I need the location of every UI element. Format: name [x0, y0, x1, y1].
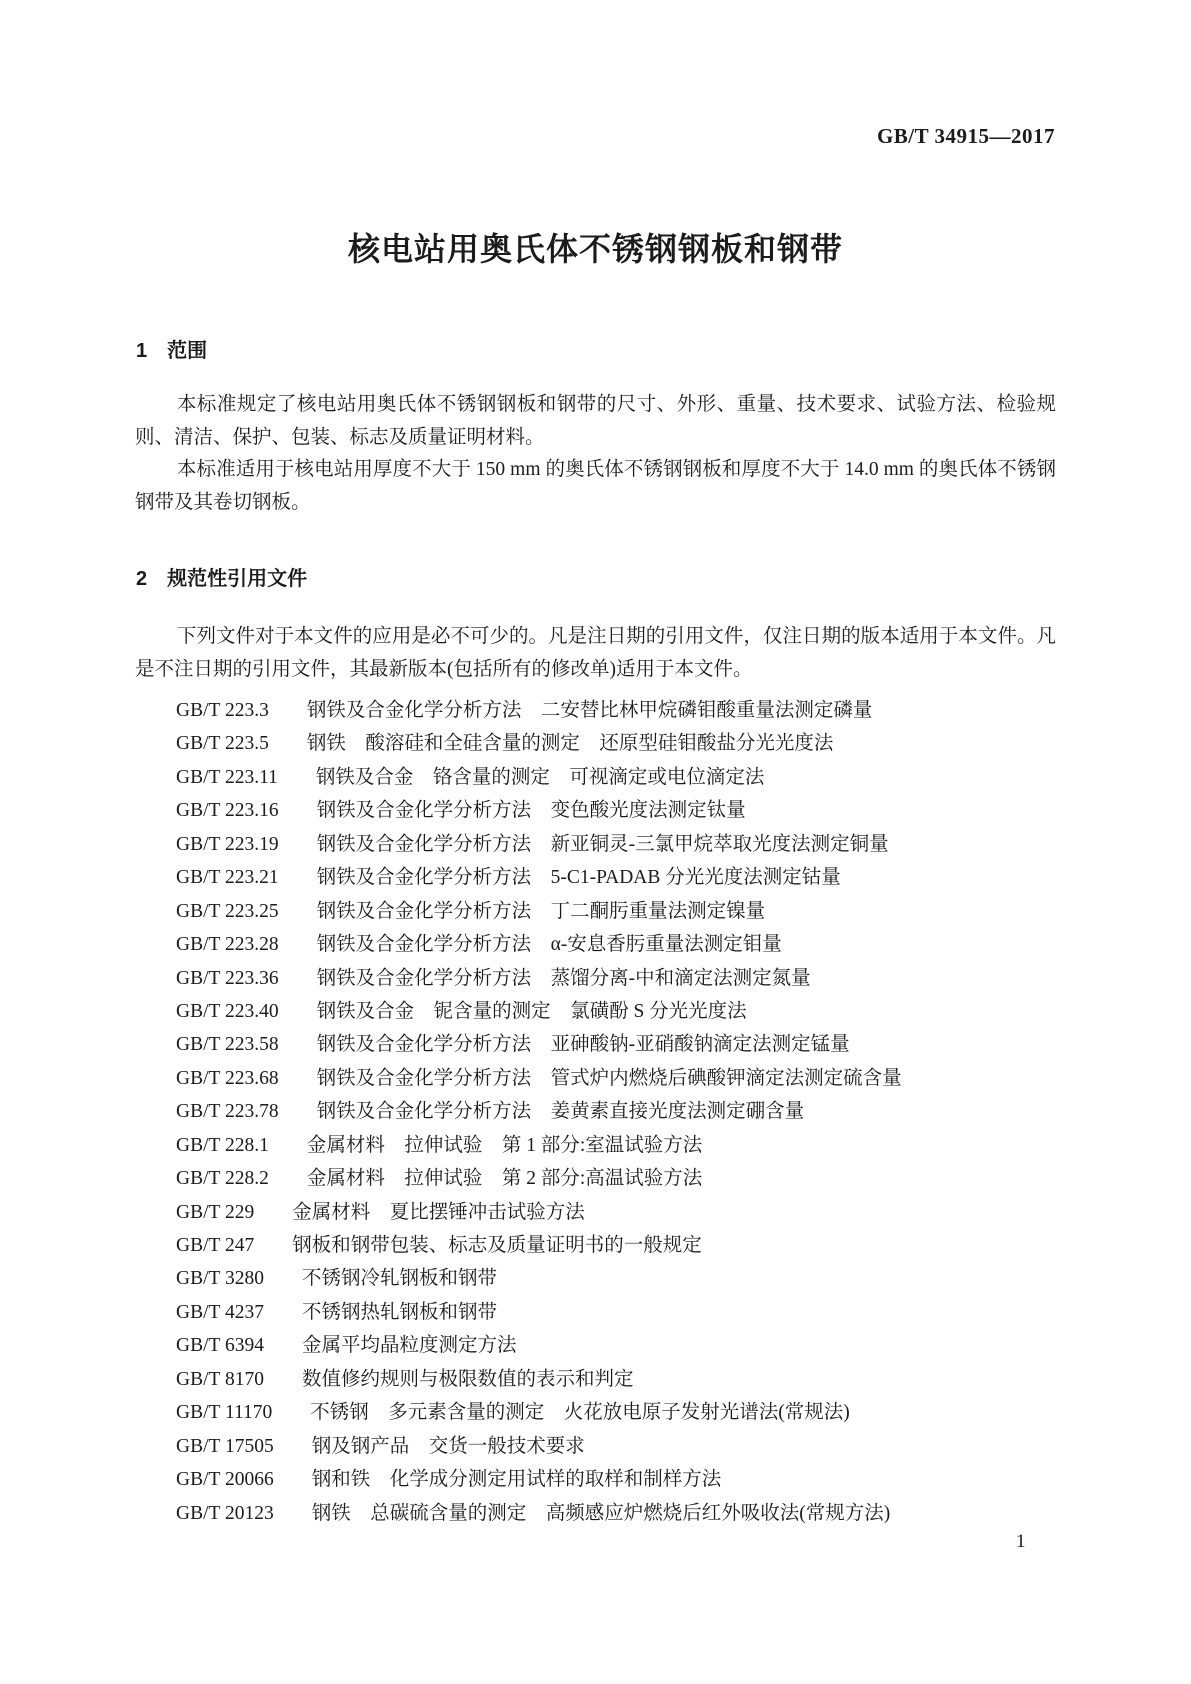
section-title: 规范性引用文件 [167, 568, 308, 590]
reference-title: 钢铁及合金化学分析方法 姜黄素直接光度法测定硼含量 [316, 1101, 805, 1123]
section-number: 2 [136, 568, 148, 590]
reference-title: 不锈钢冷轧钢板和钢带 [301, 1268, 497, 1290]
reference-code: GB/T 247 [176, 1235, 255, 1256]
section-number: 1 [136, 340, 148, 362]
paragraph: 本标准适用于核电站用厚度不大于 150 mm 的奥氏体不锈钢钢板和厚度不大于 14.0 mm 的奥氏体不锈钢钢带及其卷切钢板。 [135, 459, 1056, 513]
reference-title: 钢铁及合金化学分析方法 蒸馏分离-中和滴定法测定氮量 [316, 967, 811, 989]
reference-title: 钢及钢产品 交货一般技术要求 [311, 1435, 585, 1457]
reference-code: GB/T 223.40 [176, 1000, 279, 1022]
reference-code: GB/T 17505 [176, 1435, 274, 1457]
reference-code: GB/T 223.58 [176, 1034, 279, 1056]
reference-code: GB/T 223.11 [176, 766, 278, 788]
reference-code: GB/T 6394 [176, 1335, 264, 1357]
reference-item [135, 928, 1095, 961]
reference-item [135, 1129, 1095, 1162]
reference-title: 金属材料 拉伸试验 第 1 部分:室温试验方法 [306, 1134, 703, 1156]
reference-title: 钢铁及合金 铌含量的测定 氯磺酚 S 分光光度法 [316, 1000, 747, 1022]
reference-code: GB/T 223.21 [176, 867, 279, 889]
reference-title: 钢铁及合金化学分析方法 二安替比林甲烷磷钼酸重量法测定磷量 [306, 700, 873, 721]
reference-title: 不锈钢热轧钢板和钢带 [301, 1301, 497, 1323]
reference-title: 数值修约规则与极限数值的表示和判定 [301, 1368, 634, 1390]
reference-code: GB/T 20123 [176, 1502, 274, 1524]
reference-item [135, 1463, 1095, 1496]
reference-code: GB/T 223.16 [176, 800, 279, 822]
reference-item [135, 861, 1095, 894]
reference-item [135, 794, 1095, 827]
reference-item [135, 1430, 1095, 1463]
reference-item [135, 1296, 1095, 1329]
reference-title: 钢铁及合金 铬含量的测定 可视滴定或电位滴定法 [315, 766, 765, 788]
reference-item [135, 1396, 1095, 1429]
reference-title: 钢铁及合金化学分析方法 丁二酮肟重量法测定镍量 [316, 900, 766, 922]
reference-code: GB/T 223.78 [176, 1101, 279, 1123]
reference-title: 不锈钢 多元素含量的测定 火花放电原子发射光谱法(常规法) [310, 1402, 850, 1424]
reference-code: GB/T 228.1 [176, 1134, 269, 1156]
reference-item [135, 1162, 1095, 1195]
reference-item [135, 1196, 1095, 1229]
reference-item [135, 1062, 1095, 1095]
reference-item [135, 727, 1095, 760]
reference-item [135, 962, 1095, 995]
reference-code: GB/T 223.19 [176, 833, 279, 855]
reference-title: 钢板和钢带包装、标志及质量证明书的一般规定 [292, 1235, 702, 1256]
reference-item [135, 995, 1095, 1028]
reference-title: 金属材料 夏比摆锤冲击试验方法 [292, 1201, 585, 1223]
page-number: 1 [1016, 1531, 1026, 1552]
reference-title: 钢铁及合金化学分析方法 亚砷酸钠-亚硝酸钠滴定法测定锰量 [316, 1034, 850, 1056]
reference-item [135, 1363, 1095, 1396]
reference-title: 钢和铁 化学成分测定用试样的取样和制样方法 [311, 1469, 722, 1491]
reference-code: GB/T 20066 [176, 1469, 274, 1491]
reference-code: GB/T 223.36 [176, 967, 279, 989]
reference-code: GB/T 223.28 [176, 934, 279, 956]
reference-title: 金属材料 拉伸试验 第 2 部分:高温试验方法 [306, 1168, 703, 1190]
reference-code: GB/T 223.3 [176, 700, 269, 721]
section-heading-normative-references [136, 562, 307, 591]
references-intro: 下列文件对于本文件的应用是必不可少的。凡是注日期的引用文件，仅注日期的版本适用于本文件。凡是不注日期的引用文件，其最新版本(包括所有的修改单)适用于本文件。 [135, 626, 1056, 680]
reference-item [135, 1229, 1095, 1262]
reference-item [135, 694, 1095, 727]
reference-item [135, 761, 1095, 794]
reference-title: 钢铁及合金化学分析方法 管式炉内燃烧后碘酸钾滴定法测定硫含量 [316, 1067, 902, 1089]
reference-title: 钢铁 酸溶硅和全硅含量的测定 还原型硅钼酸盐分光光度法 [306, 733, 834, 755]
paragraph: 本标准规定了核电站用奥氏体不锈钢钢板和钢带的尺寸、外形、重量、技术要求、试验方法、检验规则、清洁、保护、包装、标志及质量证明材料。 [135, 394, 1056, 448]
reference-title: 钢铁及合金化学分析方法 α-安息香肟重量法测定钼量 [316, 934, 782, 956]
section-heading-scope [136, 334, 207, 363]
reference-code: GB/T 11170 [176, 1402, 273, 1424]
reference-code: GB/T 223.68 [176, 1067, 279, 1089]
reference-title: 钢铁及合金化学分析方法 变色酸光度法测定钛量 [316, 800, 746, 822]
reference-item [135, 828, 1095, 861]
reference-title: 钢铁 总碳硫含量的测定 高频感应炉燃烧后红外吸收法(常规方法) [311, 1502, 891, 1524]
reference-title: 金属平均晶粒度测定方法 [301, 1335, 517, 1357]
standard-code: GB/T 34915—2017 [876, 124, 1055, 148]
reference-code: GB/T 229 [176, 1201, 255, 1223]
reference-code: GB/T 223.5 [176, 733, 269, 755]
reference-code: GB/T 8170 [176, 1368, 264, 1390]
reference-item [135, 1497, 1095, 1530]
reference-title: 钢铁及合金化学分析方法 5-C1-PADAB 分光光度法测定钴量 [316, 867, 841, 889]
reference-code: GB/T 3280 [176, 1268, 264, 1290]
reference-item [135, 1329, 1095, 1362]
reference-item [135, 895, 1095, 928]
references-list [135, 694, 1095, 1530]
section-title: 范围 [167, 340, 208, 362]
reference-item [135, 1095, 1095, 1128]
reference-item [135, 1262, 1095, 1295]
reference-code: GB/T 223.25 [176, 900, 279, 922]
reference-item [135, 1028, 1095, 1061]
reference-code: GB/T 228.2 [176, 1168, 269, 1190]
scope-paragraphs [135, 389, 1056, 519]
document-title: 核电站用奥氏体不锈钢钢板和钢带 [347, 231, 843, 267]
reference-code: GB/T 4237 [176, 1301, 264, 1323]
reference-title: 钢铁及合金化学分析方法 新亚铜灵-三氯甲烷萃取光度法测定铜量 [316, 833, 889, 855]
